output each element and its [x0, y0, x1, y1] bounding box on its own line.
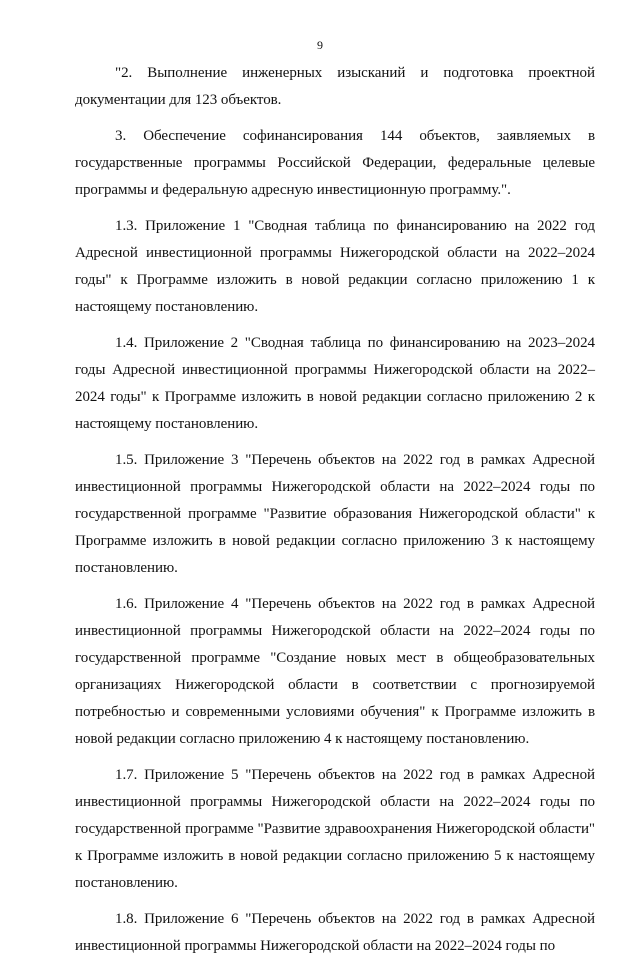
page-number: 9	[317, 38, 323, 52]
paragraph-1-8: 1.8. Приложение 6 "Перечень объектов на 2022 год в рамках Адресной инвестиционной программы Нижегородской области на 2022–2024 годы по	[75, 911, 595, 954]
paragraph-1-4: 1.4. Приложение 2 "Сводная таблица по финансированию на 2023–2024 годы Адресной инвестиционной программы Нижегородской области на 2022–2024 годы" к Программе изложить в новой редакции согласно приложению 2 к настоящему постановлению.	[75, 335, 595, 432]
document-body	[75, 60, 595, 969]
paragraph-1-5: 1.5. Приложение 3 "Перечень объектов на 2022 год в рамках Адресной инвестиционной программы Нижегородской области на 2022–2024 годы по государственной программе "Развитие образования Нижегородской области" к Программе изложить в новой редакции согласно приложению 3 к настоящему постановлению.	[75, 452, 595, 576]
paragraph-1-6: 1.6. Приложение 4 "Перечень объектов на 2022 год в рамках Адресной инвестиционной программы Нижегородской области на 2022–2024 годы по государственной программе "Создание новых мест в общеобразовательных организациях Нижегородской области в соответствии с прогнозируемой потребностью и современными условиями обучения" к Программе изложить в новой редакции согласно приложению 4 к настоящему постановлению.	[75, 596, 595, 747]
paragraph-1-3: 1.3. Приложение 1 "Сводная таблица по финансированию на 2022 год Адресной инвестиционной программы Нижегородской области на 2022–2024 годы" к Программе изложить в новой редакции согласно приложению 1 к настоящему постановлению.	[75, 218, 595, 315]
paragraph-item-2: "2. Выполнение инженерных изысканий и подготовка проектной документации для 123 объектов.	[75, 65, 595, 108]
paragraph-1-7: 1.7. Приложение 5 "Перечень объектов на 2022 год в рамках Адресной инвестиционной программы Нижегородской области на 2022–2024 годы по государственной программе "Развитие здравоохранения Нижегородской области" к Программе изложить в новой редакции согласно приложению 5 к настоящему постановлению.	[75, 767, 595, 891]
paragraph-item-3: 3. Обеспечение софинансирования 144 объектов, заявляемых в государственные программы Российской Федерации, федеральные целевые программы и федеральную адресную инвестиционную программу.".	[75, 128, 595, 198]
